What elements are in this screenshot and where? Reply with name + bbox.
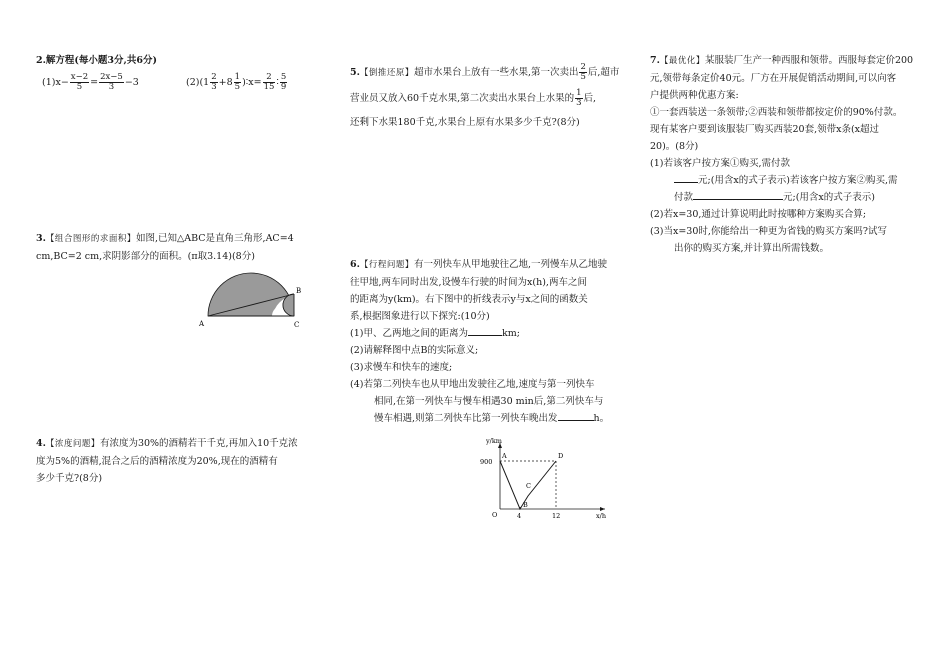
graph-point-a: A — [502, 452, 507, 460]
q3-text-line2: cm,BC=2 cm,求阴影部分的面积。(π取3.14)(8分) — [36, 251, 255, 262]
graph-point-c: C — [526, 482, 531, 490]
q3-label-c: C — [294, 321, 300, 329]
question-4 — [36, 435, 326, 487]
q7-sub1-line3: 付款 元;(用含x的式子表示) — [674, 192, 875, 203]
question-5 — [350, 62, 635, 134]
q6-text-line1: 6.【行程问题】有一列快车从甲地驶往乙地,一列慢车从乙地驶 — [350, 259, 607, 270]
q3-figure — [198, 266, 318, 329]
q5-text-line2: 营业员又放入60千克水果,第二次卖出水果台上水果的 $\frac{1}{3}$ 后, — [350, 88, 597, 108]
answer-blank[interactable] — [693, 190, 783, 200]
q7-text-line5: 现有某客户要到该服装厂购买西装20套,领带x条(x超过 — [650, 124, 880, 135]
q6-text-line2: 往甲地,两车同时出发,设慢车行驶的时间为x(h),两车之间 — [350, 277, 587, 288]
q7-sub3-line2: 出你的购买方案,并计算出所需钱数。 — [674, 243, 830, 254]
graph-xlabel: x/h — [596, 512, 607, 520]
fraction: $\frac{x-2}{5}$ — [70, 72, 89, 92]
q6-text-line3: 的距离为y(km)。右下图中的折线表示y与x之间的函数关 — [350, 294, 588, 305]
q6-sub3: (3)求慢车和快车的速度; — [350, 362, 453, 373]
q3-label-a: A — [199, 320, 205, 328]
question-7 — [650, 52, 925, 257]
q7-text-line4: ①一套西装送一条领带;②西装和领带都按定价的90%付款。 — [650, 107, 903, 118]
graph-point-d: D — [558, 452, 564, 460]
q7-sub2: (2)若x=30,通过计算说明此时按哪种方案购买合算; — [650, 209, 867, 220]
q7-text-line6: 20)。(8分) — [650, 141, 699, 152]
q4-text-line1: 4.【浓度问题】有浓度为30%的酒精若干千克,再加入10千克浓 — [36, 438, 298, 449]
fraction: $\frac{2}{3}$ — [211, 72, 217, 92]
q6-text-line4: 系,根据图象进行以下探究:(10分) — [350, 311, 490, 322]
question-3 — [36, 230, 326, 329]
graph-x4: 4 — [517, 512, 522, 520]
q6-sub4-line1: (4)若第二列快车也从甲地出发驶往乙地,速度与第一列快车 — [350, 379, 595, 390]
q7-text-line3: 户提供两种优惠方案: — [650, 90, 739, 101]
q6-sub1: (1)甲、乙两地之间的距离为 km; — [350, 328, 520, 339]
q3-text-line1: 3.【组合图形的求面积】如图,已知△ABC是直角三角形,AC=4 — [36, 233, 294, 244]
q5-text-line3: 还剩下水果180千克,水果台上原有水果多少千克?(8分) — [350, 117, 580, 128]
answer-blank[interactable] — [558, 411, 594, 421]
fraction: $\frac{5}{9}$ — [280, 72, 287, 92]
q2-header: 2.解方程(每小题3分,共6分) — [36, 55, 157, 66]
q2-equations — [36, 69, 326, 95]
fraction: $\frac{2}{15}$ — [263, 72, 275, 92]
q2-part1: (1)x− $\frac{x-2}{5}$ = $\frac{2x-5}{3}$ −3 — [42, 72, 139, 92]
question-2 — [36, 52, 326, 95]
graph-y900: 900 — [480, 458, 493, 466]
graph-ylabel: y/km — [486, 437, 502, 445]
graph-point-b: B — [523, 501, 528, 509]
q6-sub2: (2)请解释图中点B的实际意义; — [350, 345, 479, 356]
fraction: $\frac{1}{3}$ — [576, 88, 582, 108]
q4-text-line3: 多少千克?(8分) — [36, 473, 103, 484]
q7-sub1-line2: 元;(用含x的式子表示)若该客户按方案②购买,需 — [650, 172, 925, 189]
answer-blank[interactable] — [468, 326, 502, 336]
q6-sub4-line2: 相同,在第一列快车与慢车相遇30 min后,第二列快车与 — [374, 396, 604, 407]
fraction: $\frac{2}{5}$ — [580, 62, 586, 82]
fraction: $\frac{1}{5}$ — [234, 72, 241, 92]
q6-sub4-line3: 慢车相遇,则第二列快车比第一列快车晚出发 h。 — [374, 413, 610, 424]
q6-graph — [480, 437, 620, 521]
q7-text-line2: 元,领带每条定价40元。厂方在开展促销活动期间,可以向客 — [650, 73, 897, 84]
graph-x12: 12 — [552, 512, 561, 520]
q2-part2: (2)(1 $\frac{2}{3}$ +8 $\frac{1}{5}$ )∶x= $\frac{2}{15}$ ∶ $\frac{5}{9}$ — [186, 72, 287, 92]
fraction: $\frac{2x-5}{3}$ — [100, 72, 123, 92]
graph-origin: O — [492, 511, 498, 519]
q5-text-line1: 5.【倒推还原】超市水果台上放有一些水果,第一次卖出 $\frac{2}{5}$ 后,超市 — [350, 62, 620, 82]
q7-sub3-line1: (3)当x=30时,你能给出一种更为省钱的购买方案吗?试写 — [650, 226, 887, 237]
q7-sub1-line1: (1)若该客户按方案①购买,需付款 — [650, 158, 790, 169]
q7-text-line1: 7.【最优化】某服装厂生产一种西服和领带。西服每套定价200 — [650, 55, 914, 66]
q4-text-line2: 度为5%的酒精,混合之后的酒精浓度为20%,现在的酒精有 — [36, 456, 278, 467]
q3-label-b: B — [296, 287, 302, 295]
answer-blank[interactable] — [674, 173, 698, 183]
question-6 — [350, 256, 635, 520]
